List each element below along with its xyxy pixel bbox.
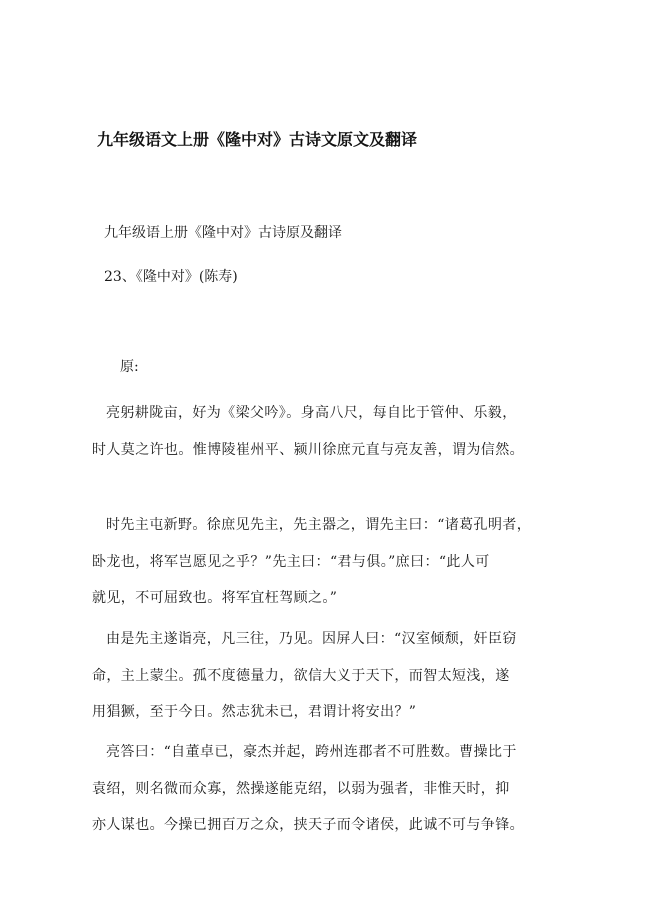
paragraph-line: 亮答曰：“自董卓已，豪杰并起，跨州连郡者不可胜数。曹操比于	[106, 744, 517, 760]
section-label-original: 原:	[120, 359, 139, 375]
paragraph-line: 时人莫之许也。惟博陵崔州平、颍川徐庶元直与亮友善，谓为信然。	[92, 441, 524, 458]
paragraph-line: 就见，不可屈致也。将军宜枉驾顾之。”	[92, 590, 338, 606]
paragraph-3	[92, 628, 572, 738]
paragraph-line: 亮躬耕陇亩，好为《梁父吟》。身高八尺，每自比于管仲、乐毅，	[106, 405, 517, 421]
paragraph-line: 用猖獗，至于今日。然志犹未已，君谓计将安出？”	[92, 704, 417, 720]
document-title: 九年级语文上册《隆中对》古诗文原文及翻译	[97, 130, 418, 149]
paragraph-4	[92, 741, 572, 851]
paragraph-line: 亦人谋也。今操已拥百万之众，挟天子而令诸侯，此诚不可与争锋。	[92, 817, 524, 833]
paragraph-2	[92, 514, 572, 624]
paragraph-line: 由是先主遂诣亮，凡三往，乃见。因屏人曰：“汉室倾颓，奸臣窃	[106, 631, 517, 647]
paragraph-line: 命，主上蒙尘。孤不度德量力，欲信大义于天下，而智太短浅，遂	[92, 667, 510, 684]
paragraph-line: 时先主屯新野。徐庶见先主，先主器之，谓先主曰：“诸葛孔明者，	[106, 517, 532, 533]
document-subtitle: 九年级语上册《隆中对》古诗原及翻译	[104, 225, 342, 241]
paragraph-line: 卧龙也，将军岂愿见之乎？”先主曰：“君与俱。”庶曰：“此人可	[92, 553, 490, 570]
chapter-heading: 23、《隆中对》(陈寿)	[104, 269, 238, 285]
paragraph-line: 袁绍，则名微而众寡，然操遂能克绍，以弱为强者，非惟天时，抑	[92, 780, 510, 797]
paragraph-1	[92, 402, 572, 475]
